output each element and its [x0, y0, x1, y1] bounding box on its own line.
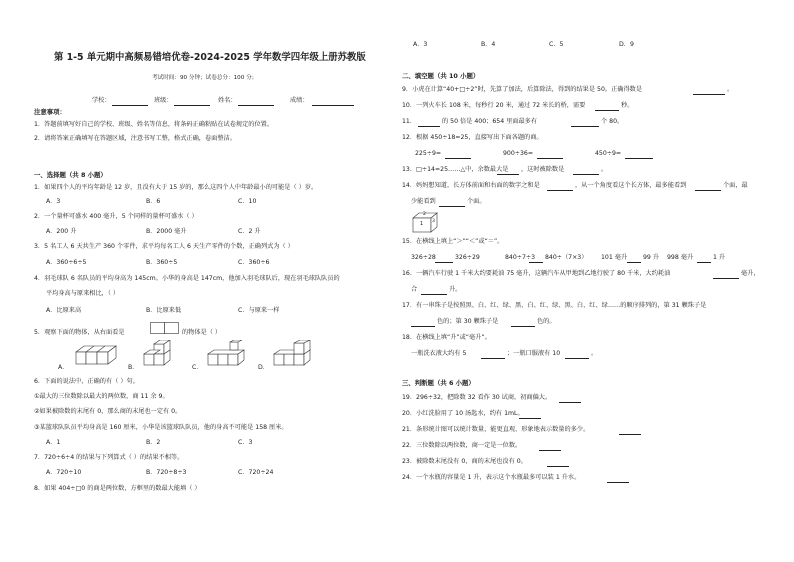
q15-item-7: 998 毫升 [667, 254, 694, 261]
q18-blank-1[interactable] [481, 352, 505, 359]
q1-option-c[interactable]: C．10 [238, 198, 257, 205]
q15-blank-1[interactable] [435, 256, 453, 263]
q7-text: 7．720÷6÷4 的结果与下列算式（ ）的结果不相等。 [34, 454, 184, 461]
q20-text: 20．小红洗脸用了 10 汤匙水，约有 1mL。 [402, 410, 524, 417]
q2-option-b[interactable]: B．2000 毫升 [146, 228, 187, 235]
q19-blank[interactable] [559, 396, 581, 403]
q15-item-4: 840÷（7×3） [545, 254, 588, 261]
q10-text: 10．一列火车长 108 米，每秒行 20 米，通过 72 米长的桥，需要 [402, 102, 586, 109]
q20-blank[interactable] [519, 412, 541, 419]
notes-heading: 注意事项： [34, 108, 66, 116]
q18-text: 18．在横线上填“升”或“毫升”。 [402, 334, 491, 341]
q5-option-a[interactable]: A． [58, 364, 69, 371]
q14-text-d: 少能看到 [411, 198, 436, 205]
cuboid-front-digit: 1 [420, 221, 424, 227]
q22-blank[interactable] [539, 444, 561, 451]
school-blank[interactable] [112, 99, 148, 106]
q2-option-a[interactable]: A．200 升 [46, 228, 77, 235]
q12-blank-1[interactable] [445, 152, 471, 159]
q8-option-b[interactable]: B．4 [481, 41, 496, 48]
q1-option-b[interactable]: B．6 [146, 198, 161, 205]
class-blank[interactable] [174, 99, 210, 106]
q9-text: 9．小虎在计算“40+□÷2”时，先算了加法，后算除法，得到的结果是 50。正确得数是 [402, 86, 643, 93]
note-2: 2．请将答案正确填写在答题区域，注意书写工整，格式正确，卷面整洁。 [34, 135, 236, 142]
q15-item-6: 99 升 [643, 254, 660, 261]
q18-item-1: 一瓶洗衣液大约有 5 [411, 350, 467, 357]
q11-blank-1[interactable] [418, 120, 440, 127]
q15-blank-2[interactable] [529, 256, 543, 263]
q6-option-a[interactable]: A．1 [46, 439, 61, 446]
q13-period: 。 [601, 166, 608, 173]
q15-item-8: 1 升 [713, 254, 726, 261]
q14-blank-3[interactable] [439, 200, 465, 207]
q6-statement-1: ①最大的三位数除以最大的两位数，商 11 余 9。 [34, 393, 169, 400]
q23-blank[interactable] [547, 460, 569, 467]
q12-blank-2[interactable] [537, 152, 563, 159]
q13-tail: ，这时被除数是 [521, 166, 565, 173]
q13-text: 13．□÷14=25……△中，余数最大是 [402, 166, 509, 173]
q12-item-3: 450÷9= [595, 150, 622, 157]
q24-blank[interactable] [607, 476, 629, 483]
q5-option-b[interactable]: B． [128, 364, 139, 371]
section2-heading: 二、填空题（共 10 小题） [402, 72, 480, 80]
q23-text: 23．被除数末尾没有 0，商的末尾也没有 0。 [402, 458, 527, 465]
page-title: 第 1-5 单元期中高频易错培优卷-2024-2025 学年数学四年级上册苏教版 [54, 52, 366, 63]
section1-heading: 一、选择题（共 8 小题） [34, 171, 107, 179]
q4-option-a[interactable]: A．比原来高 [46, 307, 82, 314]
q8-option-c[interactable]: C．5 [549, 41, 564, 48]
q6-statement-3: ③某篮球队队员平均身高是 160 厘米，小华是该篮球队队员，他的身高不可能是 158 厘米。 [34, 424, 288, 431]
q11-tail: 个 80。 [601, 118, 624, 125]
q15-blank-4[interactable] [697, 256, 711, 263]
q24-text: 24．一个水瓶的容量是 1 升，表示这个水瓶最多可以装 1 升水。 [402, 474, 581, 481]
option-a-blocks-figure [72, 342, 122, 368]
q14-text-a: 14．妈妈想知道，长方体前面和右面的数字之和是 [402, 182, 540, 189]
q5-text: 5．观察下面的物体，从右面看是 [34, 329, 125, 336]
cuboid-figure [411, 212, 439, 234]
q21-text: 21．条形统计图可以统计数量，能更直观、形象地表示数量的多少。 [402, 426, 590, 433]
q8-text: 8．如果 404÷□0 的商是两位数，方框里的数最大能填（ ） [34, 485, 201, 492]
name-blank[interactable] [238, 99, 274, 106]
q22-text: 22．三位数除以两位数，商一定是一位数。 [402, 442, 522, 449]
school-label: 学校： [92, 97, 111, 104]
cuboid-right-digit: 3 [432, 219, 435, 224]
q12-blank-3[interactable] [625, 152, 653, 159]
q21-blank[interactable] [619, 428, 641, 435]
right-view-figure [150, 322, 180, 334]
q18-item-2: ；一瓶口服液有 10 [507, 350, 561, 357]
q13-blank-2[interactable] [573, 168, 599, 175]
q16-text: 16．一辆汽车行驶 1 千米大约要耗油 75 毫升，这辆汽车从甲地到乙地行驶了 80 千米，大约耗油 [402, 270, 671, 277]
q9-period: 。 [727, 86, 734, 93]
q3-option-a[interactable]: A．360÷6÷5 [46, 259, 87, 266]
q5-tail: 的物体是（ ） [182, 329, 222, 336]
option-b-blocks-figure [140, 340, 186, 368]
q4-option-b[interactable]: B．比原来低 [146, 307, 182, 314]
q2-option-c[interactable]: C．2 升 [238, 228, 261, 235]
score-label: 成绩： [290, 97, 309, 104]
q17-blank-2[interactable] [511, 320, 535, 327]
q14-blank-2[interactable] [695, 184, 721, 191]
q1-option-a[interactable]: A．3 [46, 198, 61, 205]
q16-unit-2: 升。 [449, 286, 462, 293]
q7-option-b[interactable]: B．720÷8÷3 [146, 469, 187, 476]
name-label: 姓名： [218, 97, 237, 104]
q15-item-5: 101 毫升 [601, 254, 628, 261]
q11-mid: 的 50 倍是 400；654 里面最多有 [442, 118, 538, 125]
q5-option-c[interactable]: C． [192, 364, 203, 371]
q16-blank-2[interactable] [421, 288, 447, 295]
q12-item-1: 225÷9= [415, 150, 442, 157]
q10-blank[interactable] [595, 104, 619, 111]
q14-text-b: ，从一个角度看这个长方体，最多能看到 [575, 182, 687, 189]
q5-option-d[interactable]: D． [258, 364, 269, 371]
q3-text: 3．5 名工人 6 天共生产 360 个零件，求平均每名工人 6 天生产零件的个数，正确列式为（ ） [34, 243, 294, 250]
q6-option-c[interactable]: C．3 [238, 439, 253, 446]
q13-blank-1[interactable] [497, 168, 519, 175]
q1-text: 1．如果四个人的平均年龄是 12 岁，且没有大于 15 岁的，那么这四个人中年龄最小的可能是（ ）岁。 [34, 184, 318, 191]
q15-text: 15．在横线上填上“＞”“＜”或“＝”。 [402, 238, 504, 245]
q15-item-2: 326÷29 [455, 254, 480, 261]
q3-option-b[interactable]: B．360÷5 [146, 259, 178, 266]
q10-unit: 秒。 [621, 102, 634, 109]
q18-period: 。 [591, 350, 598, 357]
q18-blank-2[interactable] [565, 352, 589, 359]
option-d-blocks-figure [270, 340, 316, 368]
q8-option-d[interactable]: D．9 [619, 41, 634, 48]
q19-text: 19．296÷32，把除数 32 看作 30 试商，初商偏大。 [402, 394, 552, 401]
q12-text: 12．根据 450÷18=25，直接写出下面各题的商。 [402, 134, 543, 141]
q14-blank-1[interactable] [547, 184, 573, 191]
option-c-blocks-figure [204, 340, 250, 368]
q11-prefix: 11． [402, 118, 417, 125]
class-label: 班级： [154, 97, 173, 104]
q15-blank-3[interactable] [627, 256, 641, 263]
q16-blank-1[interactable] [713, 272, 739, 279]
q4-option-c[interactable]: C．与原来一样 [238, 307, 280, 314]
q17-tail: 色的。 [537, 318, 556, 325]
q16-unit-1: 毫升， [741, 270, 760, 277]
q11-blank-2[interactable] [571, 120, 599, 127]
exam-info: 考试时间：90 分钟；试卷总分：100 分； [152, 75, 258, 81]
q12-item-2: 900÷36= [503, 150, 534, 157]
q17-mid: 色的；第 30 颗珠子是 [437, 318, 499, 325]
cuboid-top-digit: 2 [423, 212, 426, 217]
q4-text-line2: 平均身高与原来相比，（ ） [46, 290, 120, 297]
q6-statement-2: ②如果被除数的末尾有 0，那么商的末尾也一定有 0。 [34, 408, 182, 415]
score-blank[interactable] [312, 99, 354, 106]
q4-text-line1: 4．羽毛球队 6 名队员的平均身高为 145cm。小华的身高是 147cm，他加入羽毛球队后，现在羽毛球队队员的 [34, 275, 340, 282]
q16-he: 合 [411, 286, 418, 293]
q3-option-c[interactable]: C．360÷6 [238, 259, 270, 266]
q17-blank-1[interactable] [411, 320, 435, 327]
note-1: 1．答题前填写好自己的学校、班级、姓名等信息，将条码正确粘贴在试卷规定的位置。 [34, 121, 274, 128]
q6-option-b[interactable]: B．2 [146, 439, 161, 446]
q14-text-e: 个面。 [467, 198, 486, 205]
q2-text: 2．一个量杯可盛水 400 毫升，5 个同样的量杯可盛水（ ） [34, 213, 198, 220]
q7-option-a[interactable]: A．720÷10 [46, 469, 82, 476]
q8-option-a[interactable]: A．3 [413, 41, 428, 48]
q6-text: 6．下面的说法中，正确的有（ ）句。 [34, 378, 139, 385]
q15-item-3: 840÷7÷3 [505, 254, 536, 261]
q17-text: 17．有一串珠子是按照黑、白、红、绿、黑、白、红、绿、黑、白、红、绿……的顺序排列的，第 31 颗珠子是 [402, 302, 707, 309]
q7-option-c[interactable]: C．720÷24 [238, 469, 274, 476]
q14-text-c: 个面，最 [723, 182, 748, 189]
section3-heading: 三、判断题（共 6 小题） [402, 379, 475, 387]
q15-item-1: 326÷28 [411, 254, 436, 261]
q9-blank[interactable] [693, 88, 725, 95]
